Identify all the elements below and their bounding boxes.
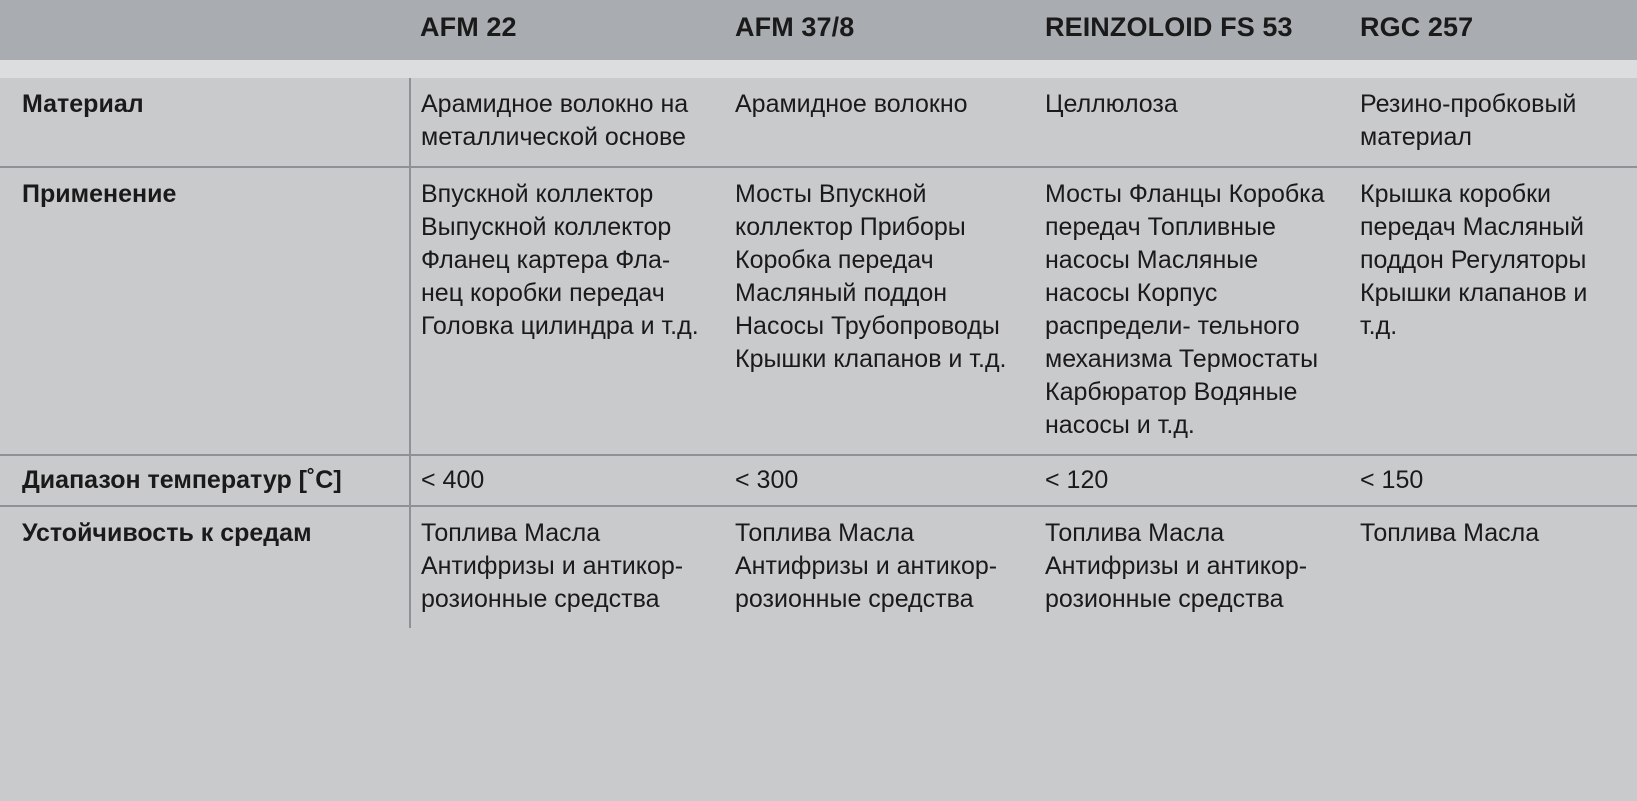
cell-temperature-afm22: < 400: [410, 455, 725, 506]
column-header-afm22: AFM 22: [420, 11, 517, 42]
column-header-afm378: AFM 37/8: [735, 11, 855, 42]
cell-application-rgc257: Крышка коробки передач Масляный поддон Регуляторы Крышки клапанов и т.д.: [1350, 167, 1637, 455]
cell-application-reinzoloid: Мосты Фланцы Коробка передач Топливные насосы Масляные насосы Корпус распредели- тельного механизма Термостаты Карбюратор Водяные насосы и т.д.: [1035, 167, 1350, 455]
bottom-filler: [0, 795, 1637, 801]
table-body: [0, 78, 1637, 628]
header-row: [0, 0, 1637, 60]
cell-material-rgc257: Резино-пробковый материал: [1350, 78, 1637, 167]
table-row: [0, 455, 1637, 506]
table-row: [0, 167, 1637, 455]
table-header: [0, 0, 1637, 78]
row-label-application: Применение: [0, 167, 410, 455]
table-row: [0, 506, 1637, 628]
cell-media-reinzoloid: Топлива Масла Антифризы и антикор- розионные средства: [1035, 506, 1350, 628]
cell-temperature-afm378: < 300: [725, 455, 1035, 506]
cell-material-afm378: Арамидное волокно: [725, 78, 1035, 167]
row-label-material: Материал: [0, 78, 410, 167]
header-spacer-row: [0, 60, 1637, 78]
column-header-reinzoloid: REINZOLOID FS 53: [1045, 11, 1293, 42]
cell-material-afm22: Арамидное волокно на металлической основе: [410, 78, 725, 167]
header-spacer-cell: [0, 60, 1637, 78]
cell-application-afm22: Впускной коллектор Выпускной коллектор Фланец картера Фла- нец коробки передач Головка цилиндра и т.д.: [410, 167, 725, 455]
column-header-label: [0, 0, 410, 60]
cell-media-rgc257: Топлива Масла: [1350, 506, 1637, 628]
cell-application-afm378: Мосты Впускной коллектор Приборы Коробка передач Масляный поддон Насосы Трубопроводы Крышки клапанов и т.д.: [725, 167, 1035, 455]
column-header-rgc257: RGC 257: [1360, 11, 1474, 42]
row-label-temperature-range: Диапазон температур [˚C]: [0, 455, 410, 506]
cell-media-afm378: Топлива Масла Антифризы и антикор- розионные средства: [725, 506, 1035, 628]
cell-temperature-reinzoloid: < 120: [1035, 455, 1350, 506]
table-row: [0, 78, 1637, 167]
cell-media-afm22: Топлива Масла Антифризы и антикор- розионные средства: [410, 506, 725, 628]
cell-temperature-rgc257: < 150: [1350, 455, 1637, 506]
row-label-media-resistance: Устойчивость к средам: [0, 506, 410, 628]
cell-material-reinzoloid: Целлюлоза: [1035, 78, 1350, 167]
